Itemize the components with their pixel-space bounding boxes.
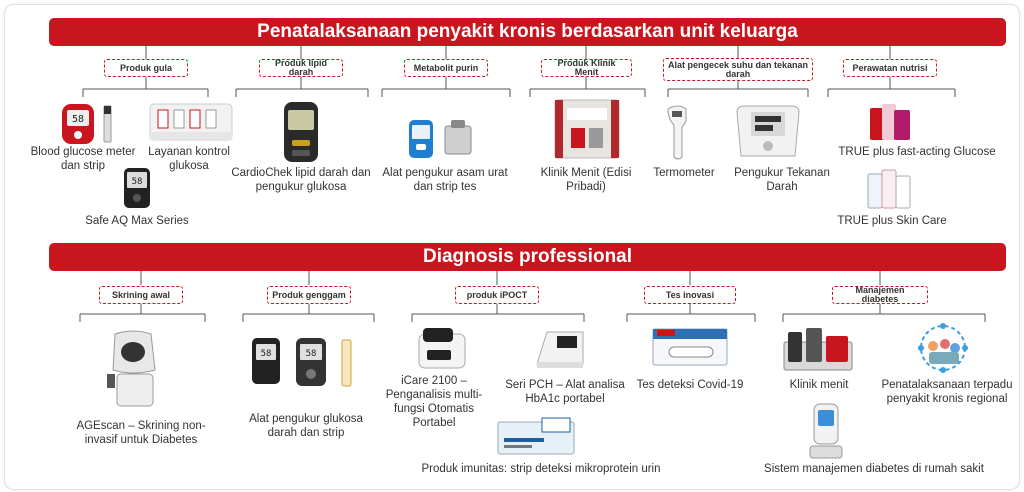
category-metabolit-purin: Metabolit purin	[404, 59, 488, 77]
glucose-meter-icon	[60, 100, 120, 146]
caption-bgm: Blood glucose meter dan strip	[30, 146, 136, 172]
svg-text:58: 58	[305, 349, 317, 359]
caption-cardiochek: CardioChek lipid darah dan pengukur glukosa	[231, 167, 371, 193]
pch-hba1c-analyzer-icon	[533, 326, 587, 370]
urine-microprotein-strip-icon	[496, 416, 578, 456]
category-tes-inovasi: Tes inovasi	[644, 286, 736, 304]
section1-banner: Penatalaksanaan penyakit kronis berdasarkan unit keluarga	[49, 18, 1006, 46]
caption-chronic: Penatalaksanaan terpadu penyakit kronis regional	[881, 379, 1013, 405]
regional-chronic-care-icon	[915, 322, 971, 374]
skin-care-icon	[866, 166, 912, 210]
category-produk-genggam: Produk genggam	[267, 286, 351, 304]
covid-test-kit-icon	[651, 325, 729, 369]
caption-safeaq: Safe AQ Max Series	[85, 215, 189, 227]
svg-text:58: 58	[260, 349, 272, 359]
glucose-supplement-icon	[868, 98, 914, 144]
caption-true-skin: TRUE plus Skin Care	[837, 215, 947, 227]
svg-text:58: 58	[71, 114, 85, 125]
minute-clinic-kit-icon	[553, 98, 621, 160]
caption-home-system: Sistem manajemen diabetes di rumah sakit	[764, 463, 984, 475]
caption-bp: Pengukur Tekanan Darah	[734, 167, 830, 193]
caption-pch: Seri PCH – Alat analisa HbA1c portabel	[505, 379, 625, 405]
caption-klinik: Klinik Menit (Edisi Pribadi)	[540, 167, 632, 193]
svg-text:58: 58	[131, 177, 143, 187]
caption-thermometer: Termometer	[653, 167, 715, 179]
hospital-diabetes-system-icon	[808, 402, 844, 460]
caption-imunitas: Produk imunitas: strip deteksi mikroprotein urin	[421, 463, 661, 475]
icare-analyzer-icon	[417, 326, 467, 370]
category-skrining-awal: Skrining awal	[99, 286, 183, 304]
category-klinik-menit: Produk Klinik Menit	[541, 59, 632, 77]
blood-pressure-meter-icon	[735, 104, 801, 160]
minute-clinic-equipment-icon	[782, 324, 854, 374]
handheld-glucose-meters-icon	[250, 336, 356, 390]
caption-control: Layanan kontrol glukosa	[148, 146, 230, 172]
caption-handheld: Alat pengukur glukosa darah dan strip	[249, 413, 363, 439]
caption-icare: iCare 2100 – Penganalisis multi-fungsi Otomatis Portabel	[385, 375, 483, 429]
caption-agescan: AGEscan – Skrining non-invasif untuk Diabetes	[76, 420, 206, 446]
caption-covid: Tes deteksi Covid-19	[636, 379, 744, 391]
category-perawatan-nutrisi: Perawatan nutrisi	[843, 59, 937, 77]
category-manajemen-diabetes: Manajemen diabetes	[832, 286, 928, 304]
agescan-device-icon	[105, 330, 163, 410]
category-suhu-tekanan: Alat pengecek suhu dan tekanan darah	[663, 58, 813, 81]
caption-true-glucose: TRUE plus fast-acting Glucose	[838, 146, 996, 158]
section2-banner: Diagnosis professional	[49, 243, 1006, 271]
thermometer-icon	[664, 103, 692, 161]
category-produk-lipid: Produk lipid darah	[259, 59, 343, 77]
category-produk-ipoct: produk iPOCT	[455, 286, 539, 304]
caption-uric: Alat pengukur asam urat dan strip tes	[382, 167, 508, 193]
uric-acid-meter-icon	[405, 118, 475, 160]
category-produk-gula: Produk gula	[104, 59, 188, 77]
caption-klinik-menit: Klinik menit	[789, 379, 849, 391]
cardiochek-icon	[282, 100, 320, 164]
glucose-control-service-icon	[144, 100, 236, 144]
